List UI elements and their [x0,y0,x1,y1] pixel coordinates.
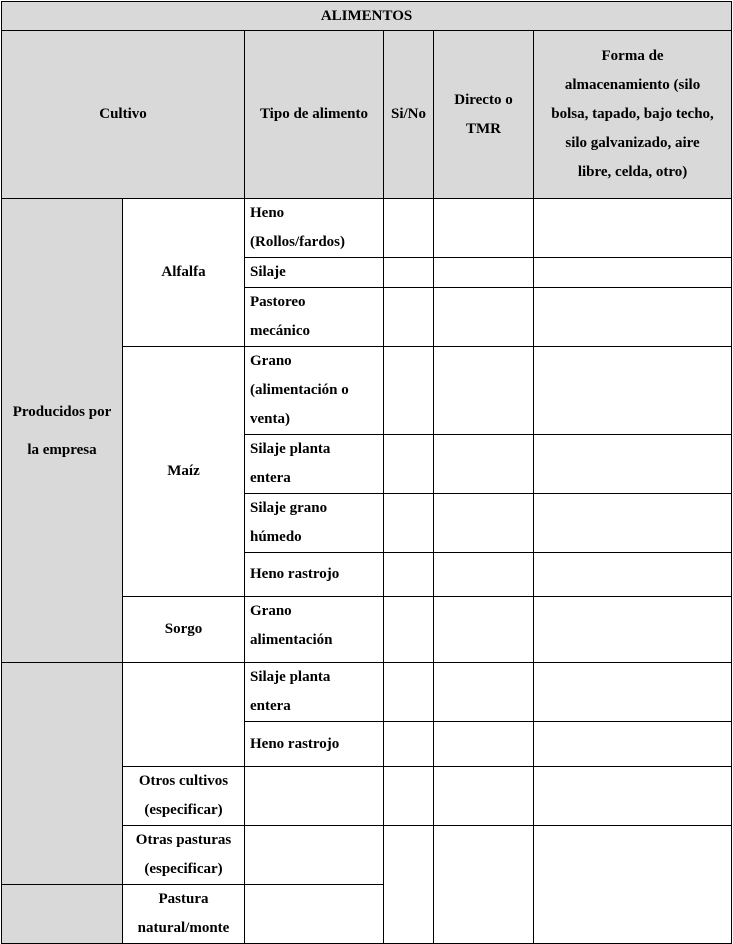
cell-sino[interactable] [384,199,434,258]
crop-blank[interactable] [123,663,245,767]
cell-sino[interactable] [384,347,434,435]
cell-forma[interactable] [534,435,732,494]
food-silaje-grano-humedo: Silaje grano húmedo [245,494,384,553]
header-si-no: Si/No [384,31,434,199]
cell-forma[interactable] [534,258,732,288]
food-silaje: Silaje [245,258,384,288]
cell-directo[interactable] [434,663,534,722]
cell-sino[interactable] [384,435,434,494]
cell-directo[interactable] [434,597,534,663]
food-heno-rastrojo: Heno rastrojo [245,553,384,597]
crop-alfalfa: Alfalfa [123,199,245,347]
header-forma-almacenamiento: Forma de almacenamiento (silo bolsa, tapado, bajo techo, silo galvanizado, aire libre, celda, otro) [534,31,732,199]
food-silaje-planta-entera: Silaje planta entera [245,435,384,494]
cell-sino[interactable] [384,553,434,597]
cell-sino[interactable] [384,288,434,347]
cell-sino[interactable] [384,597,434,663]
cell-directo[interactable] [434,767,534,826]
cell-directo[interactable] [434,494,534,553]
food-grano-alim-venta: Grano (alimentación o venta) [245,347,384,435]
cell-directo[interactable] [434,347,534,435]
crop-otros-cultivos: Otros cultivos (especificar) [123,767,245,826]
header-tipo-alimento: Tipo de alimento [245,31,384,199]
cell-forma[interactable] [534,494,732,553]
food-grano-alimentacion: Grano alimentación [245,597,384,663]
cell-sino[interactable] [384,494,434,553]
cell-forma[interactable] [534,767,732,826]
food-pastoreo: Pastoreo mecánico [245,288,384,347]
cell-directo[interactable] [434,288,534,347]
cell-directo[interactable] [434,722,534,767]
crop-sorgo: Sorgo [123,597,245,663]
cell-directo[interactable] [434,826,534,944]
crop-otras-pasturas: Otras pasturas (especificar) [123,826,245,885]
cell-directo[interactable] [434,553,534,597]
cell-forma[interactable] [534,722,732,767]
cell-forma[interactable] [534,826,732,944]
food-heno-rollos: Heno (Rollos/fardos) [245,199,384,258]
header-cultivo: Cultivo [2,31,245,199]
crop-maiz: Maíz [123,347,245,597]
cell-sino[interactable] [384,767,434,826]
cell-forma[interactable] [534,288,732,347]
cell-directo[interactable] [434,199,534,258]
alimentos-table [1,1,732,944]
cell-sino[interactable] [384,722,434,767]
cell-forma[interactable] [534,553,732,597]
cell-tipo[interactable] [245,767,384,826]
cell-directo[interactable] [434,258,534,288]
cell-forma[interactable] [534,663,732,722]
cell-directo[interactable] [434,435,534,494]
food-heno-rastrojo-2: Heno rastrojo [245,722,384,767]
group-producidos: Producidos por la empresa [2,199,123,663]
crop-pastura-natural: Pastura natural/monte [123,885,245,944]
cell-tipo[interactable] [245,826,384,885]
cell-tipo[interactable] [245,885,384,944]
cell-sino[interactable] [384,258,434,288]
header-directo-tmr: Directo o TMR [434,31,534,199]
cell-sino[interactable] [384,663,434,722]
cell-sino[interactable] [384,826,434,944]
group-blank-2 [2,885,123,944]
food-silaje-planta-entera-2: Silaje planta entera [245,663,384,722]
group-blank [2,663,123,885]
cell-forma[interactable] [534,597,732,663]
cell-forma[interactable] [534,347,732,435]
table-title: ALIMENTOS [2,2,732,31]
cell-forma[interactable] [534,199,732,258]
